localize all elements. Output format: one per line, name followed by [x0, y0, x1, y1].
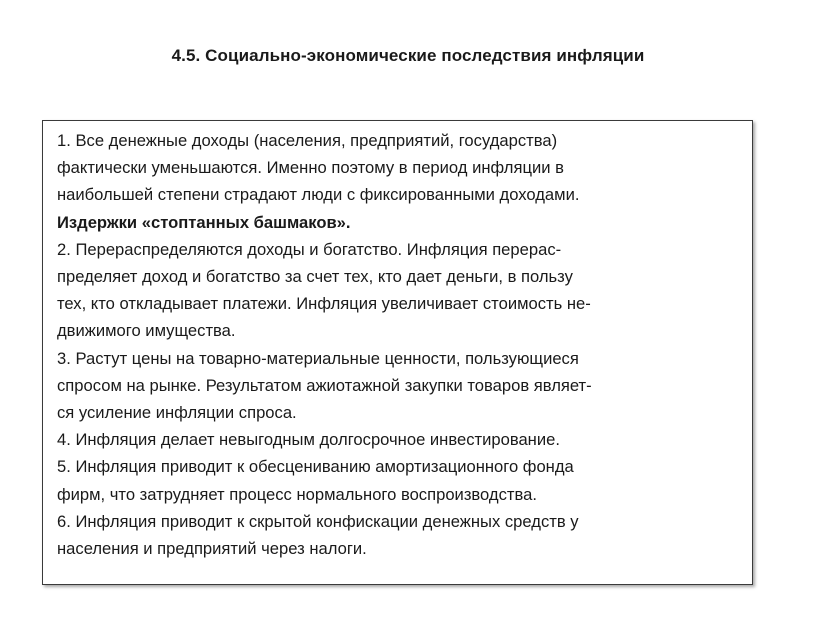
text-line: фирм, что затрудняет процесс нормального воспроизводства.: [57, 484, 537, 504]
text-line: 2. Перераспределяются доходы и богатство. Инфляция перерас-: [57, 239, 562, 259]
text-line: фактически уменьшаются. Именно поэтому в период инфляции в: [57, 158, 564, 178]
text-line: 3. Растут цены на товарно-материальные ценности, пользующиеся: [57, 348, 579, 368]
text-line: 6. Инфляция приводит к скрытой конфискации денежных средств у: [57, 511, 579, 531]
text-line: тех, кто откладывает платежи. Инфляция увеличивает стоимость не-: [57, 294, 591, 314]
text-line: 1. Все денежные доходы (населения, предприятий, государства): [57, 131, 558, 150]
page-title: 4.5. Социально-экономические последствия инфляции: [171, 46, 645, 65]
text-line: ся усиление инфляции спроса.: [57, 403, 297, 423]
consequences-box: [42, 120, 753, 585]
text-line: 4. Инфляция делает невыгодным долгосрочное инвестирование.: [57, 430, 560, 450]
text-line: пределяет доход и богатство за счет тех, кто дает деньги, в пользу: [57, 267, 573, 287]
text-line: 5. Инфляция приводит к обесцениванию амортизационного фонда: [57, 457, 574, 477]
text-line: спросом на рынке. Результатом ажиотажной закупки товаров являет-: [57, 375, 592, 395]
text-line: движимого имущества.: [57, 321, 236, 341]
text-line-bold: Издержки «стоптанных башмаков».: [57, 212, 351, 232]
text-line: наибольшей степени страдают люди с фиксированными доходами.: [57, 185, 580, 205]
text-line: населения и предприятий через налоги.: [57, 539, 367, 559]
